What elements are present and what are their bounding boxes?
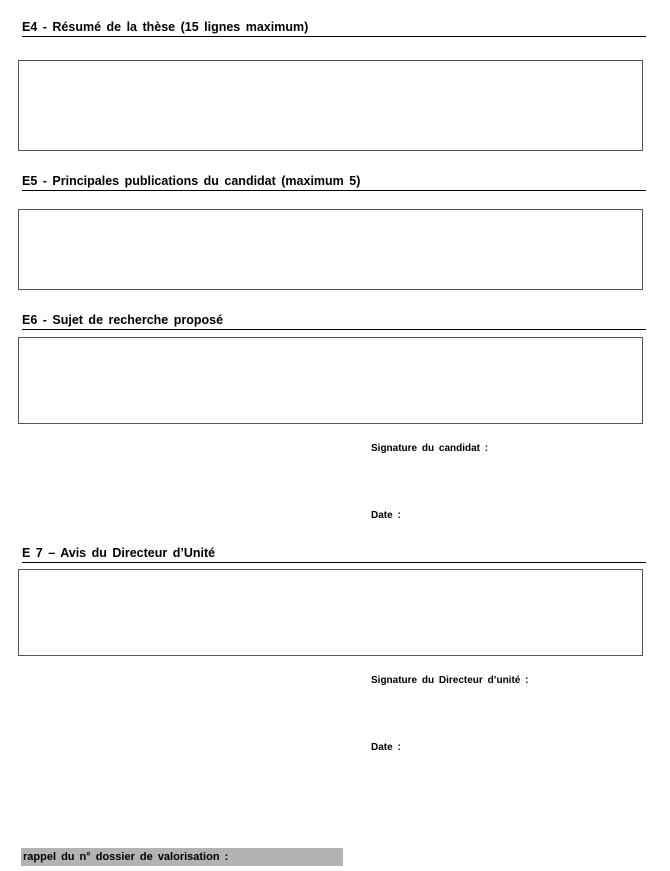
section-title-e7: E 7 – Avis du Directeur d’Unité: [22, 546, 646, 563]
candidate-date-label: Date :: [371, 510, 401, 521]
section-title-e4: E4 - Résumé de la thèse (15 lignes maximum): [22, 20, 646, 37]
section-title-e5: E5 - Principales publications du candidat (maximum 5): [22, 174, 646, 191]
valorisation-dossier-label: rappel du n° dossier de valorisation :: [21, 848, 343, 866]
director-date-label: Date :: [371, 742, 401, 753]
thesis-summary-field[interactable]: [18, 60, 643, 151]
publications-field[interactable]: [18, 209, 643, 290]
director-signature-label: Signature du Directeur d’unité :: [371, 675, 529, 686]
research-subject-field[interactable]: [18, 337, 643, 424]
section-title-e6: E6 - Sujet de recherche proposé: [22, 313, 646, 330]
director-opinion-field[interactable]: [18, 569, 643, 656]
candidate-signature-label: Signature du candidat :: [371, 443, 489, 454]
